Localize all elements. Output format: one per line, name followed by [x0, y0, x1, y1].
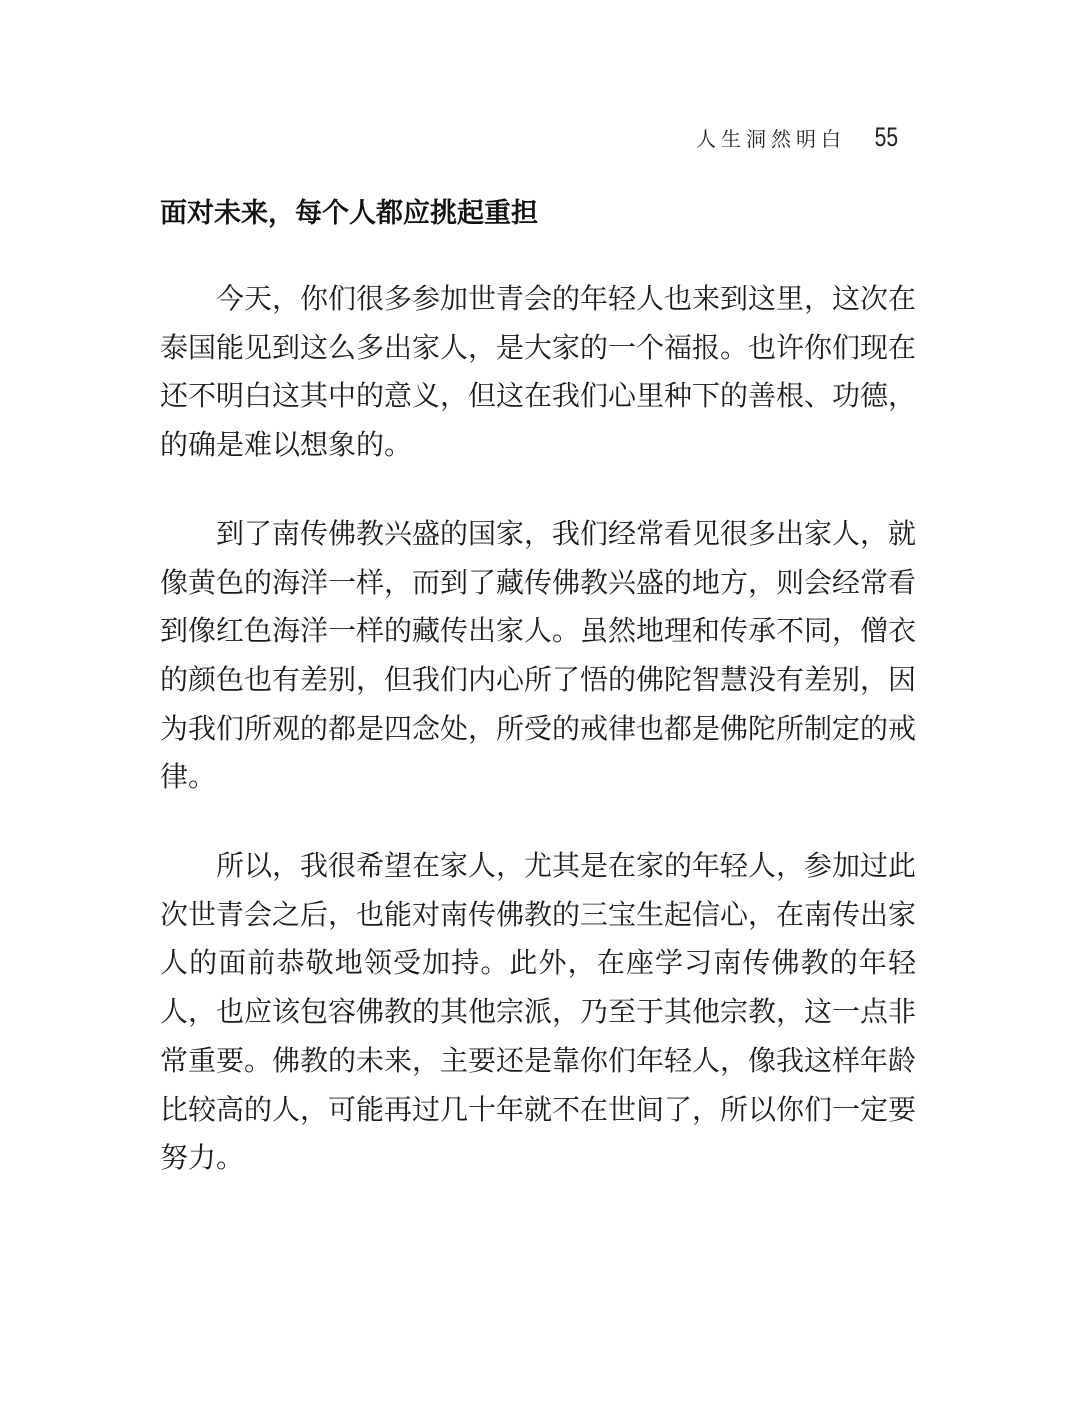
body-text — [160, 275, 916, 1223]
page-number: 55 — [874, 122, 898, 152]
running-title: 人生洞然明白 — [695, 127, 846, 151]
paragraph-2: 到了南传佛教兴盛的国家，我们经常看见很多出家人，就像黄色的海洋一样，而到了藏传佛教兴盛的地方，则会经常看到像红色海洋一样的藏传出家人。虽然地理和传承不同，僧衣的颜色也有差别，但我们内心所了悟的佛陀智慧没有差别，因为我们所观的都是四念处，所受的戒律也都是佛陀所制定的戒律。 — [160, 516, 917, 794]
section-heading: 面对未来，每个人都应挑起重担 — [160, 198, 538, 229]
running-header — [696, 122, 898, 153]
paragraph-3: 所以，我很希望在家人，尤其是在家的年轻人，参加过此次世青会之后，也能对南传佛教的三宝生起信心，在南传出家人的面前恭敬地领受加持。此外，在座学习南传佛教的年轻人，也应该包容佛教的其他宗派，乃至于其他宗教，这一点非常重要。佛教的未来，主要还是靠你们年轻人，像我这样年龄比较高的人，可能再过几十年就不在世间了，所以你们一定要努力。 — [160, 849, 917, 1175]
paragraph-1: 今天，你们很多参加世青会的年轻人也来到这里，这次在泰国能见到这么多出家人，是大家的一个福报。也许你们现在还不明白这其中的意义，但这在我们心里种下的善根、功德，的确是难以想象的。 — [160, 282, 917, 462]
